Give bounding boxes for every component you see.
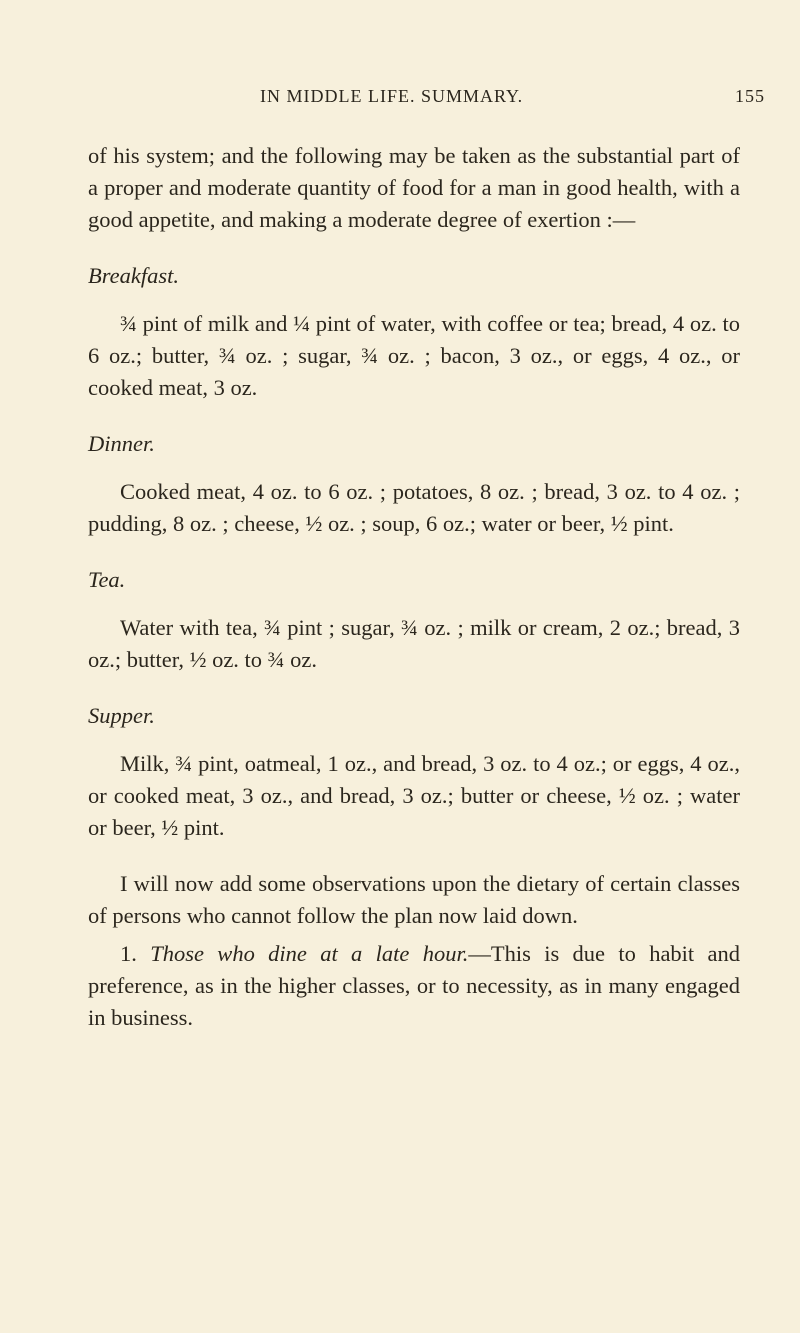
tea-heading: Tea. [88, 567, 126, 592]
item-one-number: 1. [120, 941, 151, 966]
item-one-text: —This is due to habit and preference, as in the higher classes, or to necessity, as in many engaged in business. [88, 941, 740, 1030]
breakfast-paragraph: ¾ pint of milk and ¼ pint of water, with coffee or tea; bread, 4 oz. to 6 oz.; butter, ¾ oz. ; sugar, ¾ oz. ; bacon, 3 oz., or eggs, 4 oz., or cooked meat, 3 oz. [88, 311, 740, 400]
intro-paragraph: of his system; and the following may be taken as the substantial part of a proper and moderate quantity of food for a man in good health, with a good appetite, and making a moderate degree of exertion :— [88, 143, 740, 232]
supper-heading: Supper. [88, 703, 155, 728]
running-title: IN MIDDLE LIFE. SUMMARY. [260, 86, 524, 106]
item-one-title: Those who dine at a late hour. [150, 941, 469, 966]
tea-paragraph: Water with tea, ¾ pint ; sugar, ¾ oz. ; milk or cream, 2 oz.; bread, 3 oz.; butter, ½ oz. to ¾ oz. [88, 615, 740, 672]
supper-paragraph: Milk, ¾ pint, oatmeal, 1 oz., and bread, 3 oz. to 4 oz.; or eggs, 4 oz., or cooked meat, 3 oz., and bread, 3 oz.; butter or cheese, ½ oz. ; water or beer, ½ pint. [88, 751, 740, 840]
body-text [88, 140, 740, 1034]
running-head [90, 86, 765, 116]
breakfast-heading: Breakfast. [88, 263, 180, 288]
page-number: 155 [735, 86, 765, 106]
dinner-paragraph: Cooked meat, 4 oz. to 6 oz. ; potatoes, 8 oz. ; bread, 3 oz. to 4 oz. ; pudding, 8 oz. ; cheese, ½ oz. ; soup, 6 oz.; water or beer, ½ pint. [88, 479, 740, 536]
item-one-paragraph [88, 938, 740, 1034]
dinner-heading: Dinner. [88, 431, 155, 456]
observations-paragraph: I will now add some observations upon the dietary of certain classes of persons who cannot follow the plan now laid down. [88, 871, 740, 928]
